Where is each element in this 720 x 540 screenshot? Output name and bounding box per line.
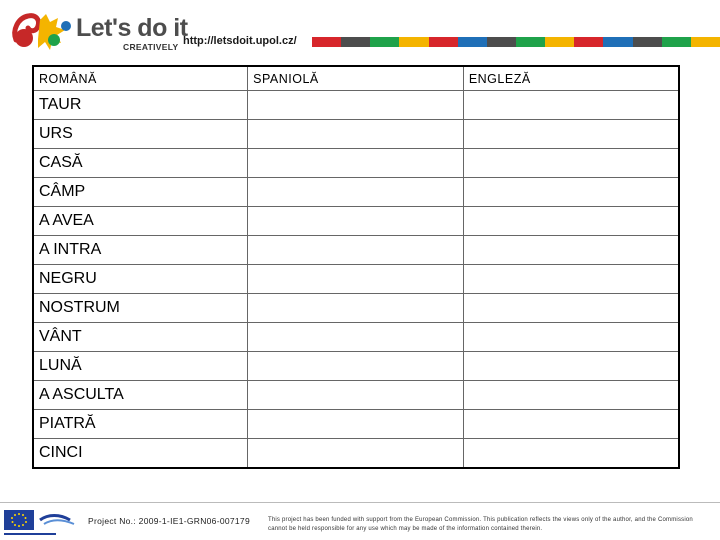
color-stripe-segment: [487, 37, 516, 47]
spanish-cell[interactable]: [248, 439, 464, 469]
header-romanian: ROMÂNĂ: [33, 66, 248, 91]
romanian-cell: CÂMP: [33, 178, 248, 207]
english-cell[interactable]: [463, 120, 679, 149]
footer-divider: [0, 502, 720, 503]
romanian-cell: VÂNT: [33, 323, 248, 352]
english-cell[interactable]: [463, 381, 679, 410]
table-row: [33, 439, 679, 469]
spanish-cell[interactable]: [248, 178, 464, 207]
color-stripe-segment: [574, 37, 603, 47]
spanish-cell[interactable]: [248, 352, 464, 381]
table-row: [33, 381, 679, 410]
romanian-cell: NOSTRUM: [33, 294, 248, 323]
color-stripe-segment: [691, 37, 720, 47]
color-stripe-segment: [603, 37, 632, 47]
color-stripe-segment: [399, 37, 428, 47]
romanian-cell: A ASCULTA: [33, 381, 248, 410]
english-cell[interactable]: [463, 410, 679, 439]
color-stripe: [312, 37, 720, 47]
english-cell[interactable]: [463, 265, 679, 294]
color-stripe-segment: [429, 37, 458, 47]
table-row: [33, 323, 679, 352]
color-stripe-segment: [633, 37, 662, 47]
site-url[interactable]: http://letsdoit.upol.cz/: [183, 35, 297, 47]
disclaimer-text: This project has been funded with support from the European Commission. This publication reflects the views only of the author, and the Commission cannot be held responsible for any use which may be made of the information contained therein.: [268, 517, 693, 532]
color-stripe-segment: [662, 37, 691, 47]
spanish-cell[interactable]: [248, 91, 464, 120]
spanish-cell[interactable]: [248, 323, 464, 352]
romanian-cell: A AVEA: [33, 207, 248, 236]
english-cell[interactable]: [463, 91, 679, 120]
romanian-cell: PIATRĂ: [33, 410, 248, 439]
spanish-cell[interactable]: [248, 265, 464, 294]
logo-title: Let's do it: [76, 14, 188, 42]
spanish-cell[interactable]: [248, 294, 464, 323]
project-number: Project No.: 2009-1-IE1-GRN06-007179: [88, 516, 250, 526]
romanian-cell: TAUR: [33, 91, 248, 120]
spanish-cell[interactable]: [248, 410, 464, 439]
eu-flag-icon: [4, 510, 80, 538]
color-stripe-segment: [458, 37, 487, 47]
logo-subtitle: CREATIVELY: [123, 42, 179, 52]
table-row: [33, 236, 679, 265]
table-header-row: [33, 66, 679, 91]
english-cell[interactable]: [463, 236, 679, 265]
table-row: [33, 410, 679, 439]
romanian-cell: NEGRU: [33, 265, 248, 294]
romanian-cell: CINCI: [33, 439, 248, 469]
spanish-cell[interactable]: [248, 207, 464, 236]
romanian-cell: CASĂ: [33, 149, 248, 178]
color-stripe-segment: [545, 37, 574, 47]
table-row: [33, 149, 679, 178]
spanish-cell[interactable]: [248, 236, 464, 265]
english-cell[interactable]: [463, 294, 679, 323]
header-english: ENGLEZĂ: [463, 66, 679, 91]
spanish-cell[interactable]: [248, 381, 464, 410]
table-row: [33, 91, 679, 120]
romanian-cell: A INTRA: [33, 236, 248, 265]
table-row: [33, 207, 679, 236]
spanish-cell[interactable]: [248, 149, 464, 178]
english-cell[interactable]: [463, 149, 679, 178]
table-row: [33, 120, 679, 149]
romanian-cell: LUNĂ: [33, 352, 248, 381]
english-cell[interactable]: [463, 323, 679, 352]
color-stripe-segment: [312, 37, 341, 47]
english-cell[interactable]: [463, 439, 679, 469]
hands-logo-icon: [10, 10, 74, 52]
color-stripe-segment: [370, 37, 399, 47]
table-row: [33, 352, 679, 381]
spanish-cell[interactable]: [248, 120, 464, 149]
english-cell[interactable]: [463, 207, 679, 236]
table-row: [33, 265, 679, 294]
table-row: [33, 294, 679, 323]
logo: [10, 10, 188, 52]
english-cell[interactable]: [463, 352, 679, 381]
color-stripe-segment: [341, 37, 370, 47]
romanian-cell: URS: [33, 120, 248, 149]
vocabulary-table: [32, 65, 680, 469]
color-stripe-segment: [516, 37, 545, 47]
header-spanish: SPANIOLĂ: [248, 66, 464, 91]
table-row: [33, 178, 679, 207]
english-cell[interactable]: [463, 178, 679, 207]
